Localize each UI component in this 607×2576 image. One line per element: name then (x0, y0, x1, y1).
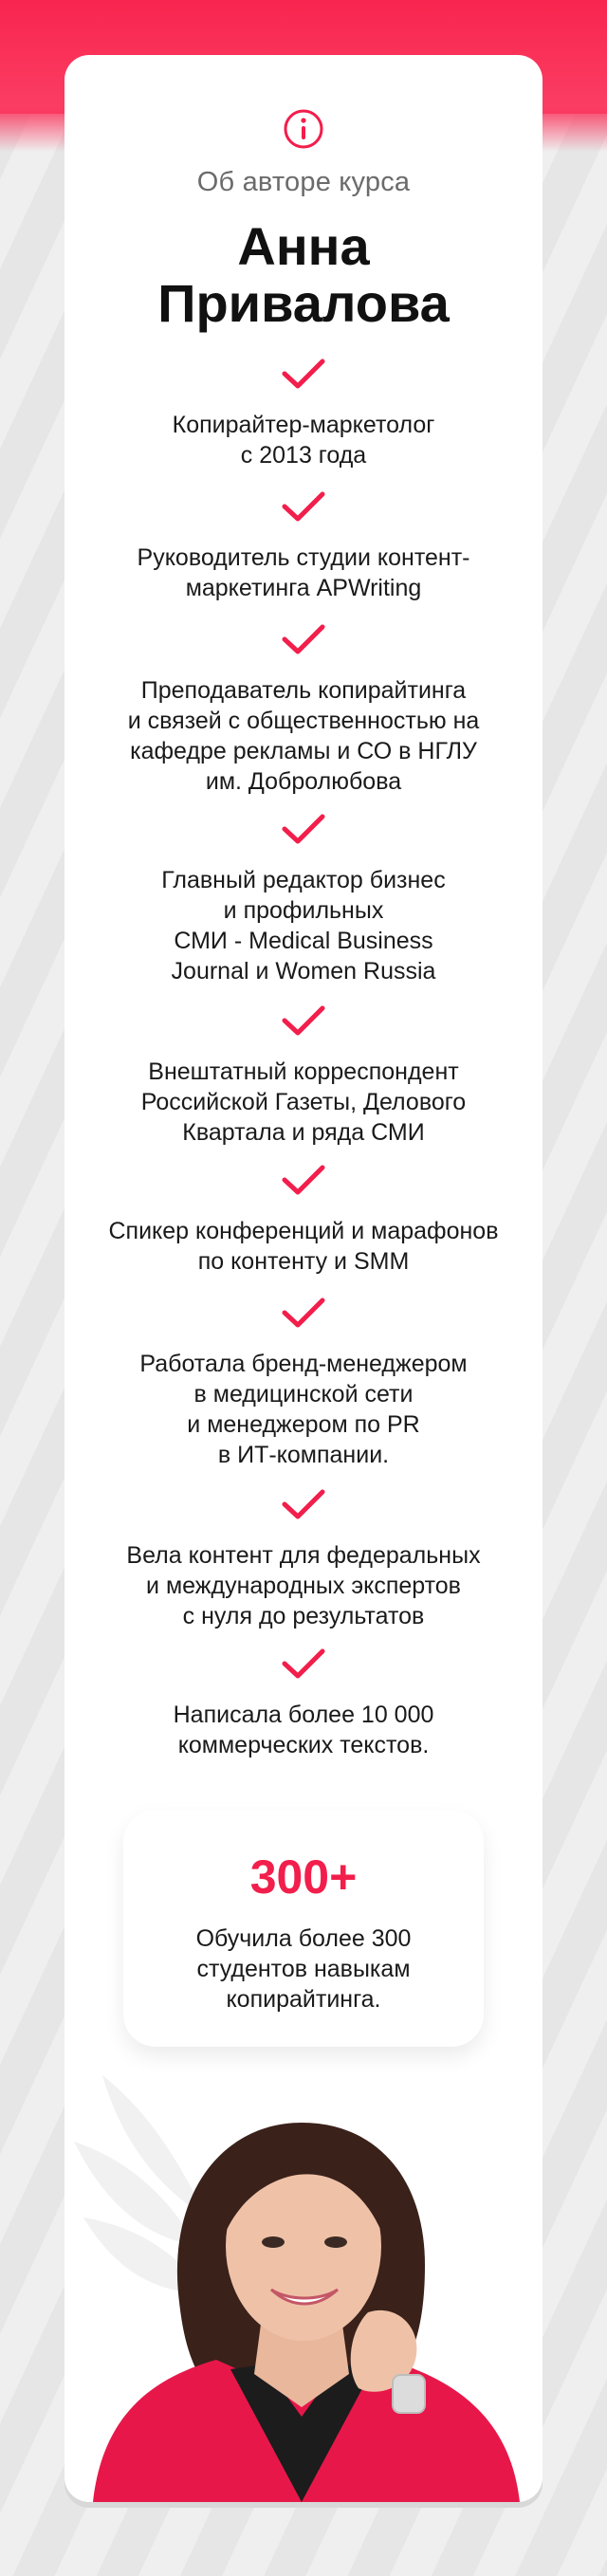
fact-text: Копирайтер-маркетолог с 2013 года (172, 412, 435, 469)
fact-item (64, 355, 543, 470)
fact-text: Спикер конференций и марафонов по контенту и SMM (108, 1218, 499, 1275)
fact-item (64, 1485, 543, 1631)
author-card (64, 55, 543, 2502)
fact-text: Вела контент для федеральных и международных экспертов с нуля до результатов (126, 1542, 481, 1629)
stat-text: Обучила более 300 студентов навыкам копирайтинга. (195, 1925, 412, 2013)
checkmark-icon (279, 810, 328, 848)
fact-item (64, 1161, 543, 1277)
checkmark-icon (279, 620, 328, 658)
author-first-name: Анна (237, 216, 370, 276)
fact-text: Написала более 10 000 коммерческих текстов. (173, 1702, 434, 1758)
fact-item (64, 1294, 543, 1470)
section-eyebrow: Об авторе курса (196, 167, 411, 197)
students-stat-card (123, 1810, 484, 2047)
checkmark-icon (279, 1161, 328, 1199)
checkmark-icon (279, 1485, 328, 1523)
checkmark-icon (279, 355, 328, 393)
fact-text: Руководитель студии контент- маркетинга APWriting (137, 544, 470, 601)
fact-item (64, 1002, 543, 1148)
author-photo (64, 2056, 543, 2502)
fact-item (64, 488, 543, 603)
fact-text: Преподаватель копирайтинга и связей с общественностью на кафедре рекламы и СО в НГЛУ им. Добролюбова (127, 677, 480, 795)
info-icon (283, 108, 324, 150)
checkmark-icon (279, 488, 328, 525)
checkmark-icon (279, 1002, 328, 1040)
fact-text: Главный редактор бизнес и профильных СМИ - Medical Business Journal и Women Russia (161, 867, 446, 984)
fact-item (64, 620, 543, 797)
author-last-name: Привалова (157, 273, 450, 333)
fact-text: Работала бренд-менеджером в медицинской сети и менеджером по PR в ИТ-компании. (139, 1351, 468, 1468)
fact-item (64, 1645, 543, 1760)
checkmark-icon (279, 1645, 328, 1683)
fact-text: Внештатный корреспондент Российской Газеты, Делового Квартала и ряда СМИ (140, 1058, 467, 1146)
author-name (64, 218, 543, 332)
fact-item (64, 810, 543, 986)
stat-value: 300+ (249, 1850, 358, 1904)
checkmark-icon (279, 1294, 328, 1332)
